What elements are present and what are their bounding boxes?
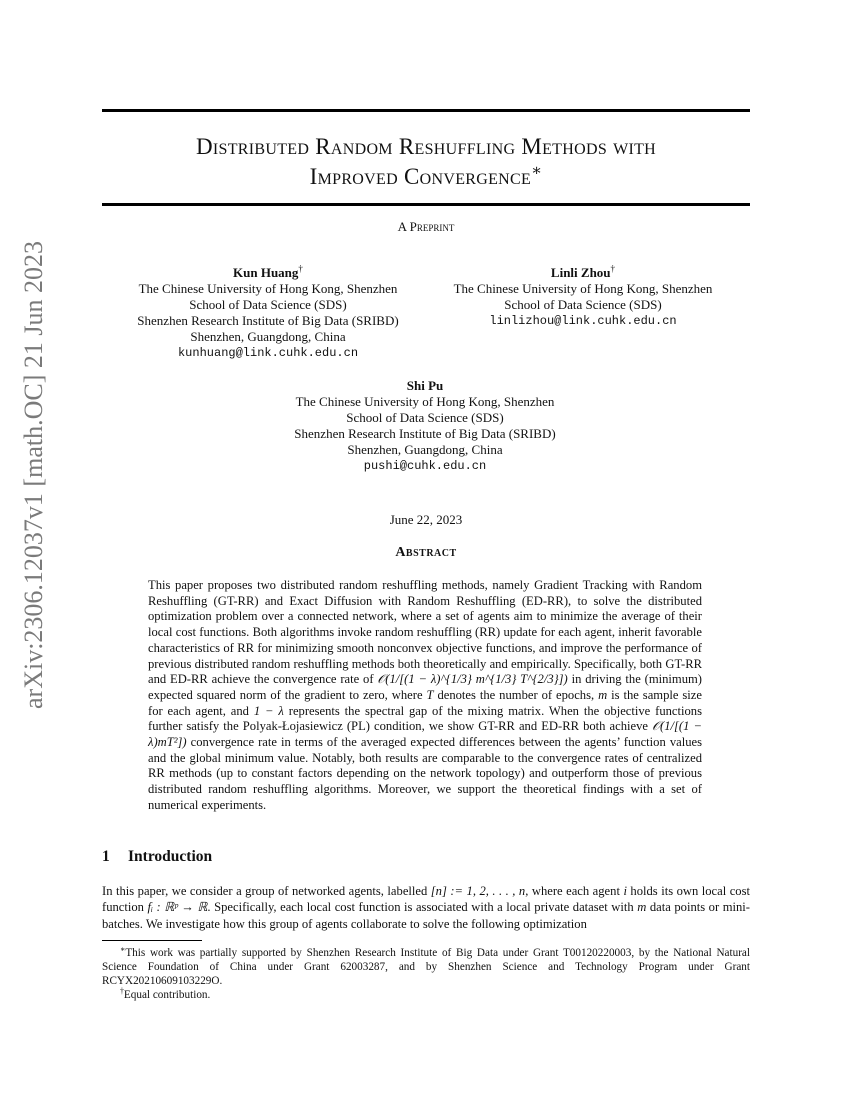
author-block-3 [275, 378, 575, 474]
author-email[interactable]: linlizhou@link.cuhk.edu.cn [489, 314, 677, 328]
abstract-math: 𝒪(1/[(1 − λ)mT²]) [148, 719, 702, 750]
author-affiliation: School of Data Science (SDS) [346, 410, 504, 425]
title-footnote-mark: ∗ [531, 162, 543, 180]
paper-date: June 22, 2023 [389, 512, 463, 527]
intro-math: [n] := 1, 2, . . . , n [430, 884, 526, 898]
intro-text: , where each agent [525, 884, 624, 898]
author-name: Kun Huang [233, 265, 299, 280]
abstract-text: is the sample size for each agent, and [148, 687, 702, 718]
title-bottom-rule [102, 203, 750, 206]
abstract-text: represents the spectral gap of the mixing matrix. When the objective functions further satisfy the Polyak-Łojasiewicz (PL) condition, we show GT-RR and ED-RR both achieve [148, 703, 703, 734]
section-heading [102, 848, 212, 866]
author-mark: † [298, 263, 303, 274]
paper-title [102, 132, 750, 192]
author-affiliation: The Chinese University of Hong Kong, Shenzhen [295, 394, 555, 409]
section-number: 1 [102, 848, 110, 865]
arxiv-identifier: arXiv:2306.12037v1 [math.OC] 21 Jun 2023 [19, 241, 48, 709]
abstract-text: This paper proposes two distributed random reshuffling methods, namely Gradient Tracking with Random Reshuffling (GT-RR) and Exact Diffusion with Random Reshuffling (ED-RR), to solve the distributed optimization problem over a connected network, where a set of agents aim to minimize the average of their local cost functions. Both algorithms invoke random reshuffling (RR) update for each agent, inherit favorable characteristics of RR for minimizing smooth nonconvex objective functions, and improve the performance of previous distributed random reshuffling methods both theoretically and empirically. Specifically, both GT-RR and ED-RR achieve the convergence rate of [148, 578, 702, 687]
author-block-2 [433, 265, 733, 329]
footnote-mark: † [120, 986, 124, 996]
author-mark: † [610, 263, 616, 274]
intro-text: holds its own local cost function [102, 884, 750, 915]
abstract-text: convergence rate in terms of the averaged expected differences between the agents’ function values and the global minimum value. Notably, both results are comparable to the convergence rates of centralized RR methods (up to constant factors depending on the network topology) and outperform those of previous distributed random reshuffling algorithms. Moreover, we support the theoretical findings with a set of numerical experiments. [148, 735, 702, 812]
footnote-text: This work was partially supported by Shenzhen Research Institute of Big Data under Grant T00120220003, by the National Natural Science Foundation of China under Grant 62003287, and by Shenzhen Science and Technology Program under Grant RCYX20210609103229O. [102, 947, 750, 987]
abstract-math: m [598, 687, 608, 702]
section-title-text: Introduction [128, 848, 213, 865]
footnote-mark: ∗ [120, 944, 126, 954]
intro-math: m [637, 900, 647, 915]
title-line-2 [102, 162, 750, 192]
intro-text: In this paper, we consider a group of networked agents, labelled [102, 884, 431, 898]
intro-math: i [623, 884, 627, 898]
title-top-rule [102, 109, 750, 112]
footnotes [102, 946, 750, 1002]
intro-text: data points or mini-batches. We investigate how this group of agents collaborate to solve the following optimization [102, 900, 750, 931]
author-affiliation: Shenzhen Research Institute of Big Data (SRIBD) [294, 426, 556, 441]
abstract-heading: Abstract [395, 545, 457, 560]
abstract-body [148, 578, 702, 814]
abstract-text: in driving the (minimum) expected squared norm of the gradient to zero, where [148, 672, 702, 702]
title-line-2-text: Improved Convergence [309, 164, 532, 189]
author-affiliation: The Chinese University of Hong Kong, Shenzhen [453, 281, 713, 296]
abstract-math: 1 − λ [253, 703, 284, 718]
author-email[interactable]: kunhuang@link.cuhk.edu.cn [177, 346, 359, 360]
author-affiliation: Shenzhen, Guangdong, China [190, 329, 346, 344]
preprint-label: A Preprint [397, 219, 455, 234]
author-affiliation: School of Data Science (SDS) [189, 297, 347, 312]
abstract-math: T [426, 687, 434, 702]
intro-paragraph [102, 883, 750, 932]
author-name: Shi Pu [406, 378, 444, 393]
author-affiliation: School of Data Science (SDS) [504, 297, 662, 312]
abstract-text: denotes the number of epochs, [433, 687, 599, 702]
abstract-math: 𝒪(1/[(1 − λ)^{1/3} m^{1/3} T^{2/3}]) [377, 672, 568, 687]
author-name: Linli Zhou [550, 265, 611, 280]
author-block-1 [118, 265, 418, 361]
footnote-rule [102, 940, 202, 941]
intro-math: fᵢ : ℝᵖ → ℝ [147, 900, 208, 915]
title-line-1: Distributed Random Reshuffling Methods with [195, 134, 657, 159]
footnote-text: Equal contribution. [123, 989, 211, 1001]
author-affiliation: Shenzhen, Guangdong, China [347, 442, 503, 457]
intro-text: . Specifically, each local cost function is associated with a local private dataset with [207, 900, 638, 915]
author-email[interactable]: pushi@cuhk.edu.cn [363, 459, 487, 473]
author-affiliation: The Chinese University of Hong Kong, Shenzhen [138, 281, 398, 296]
author-affiliation: Shenzhen Research Institute of Big Data (SRIBD) [137, 313, 399, 328]
